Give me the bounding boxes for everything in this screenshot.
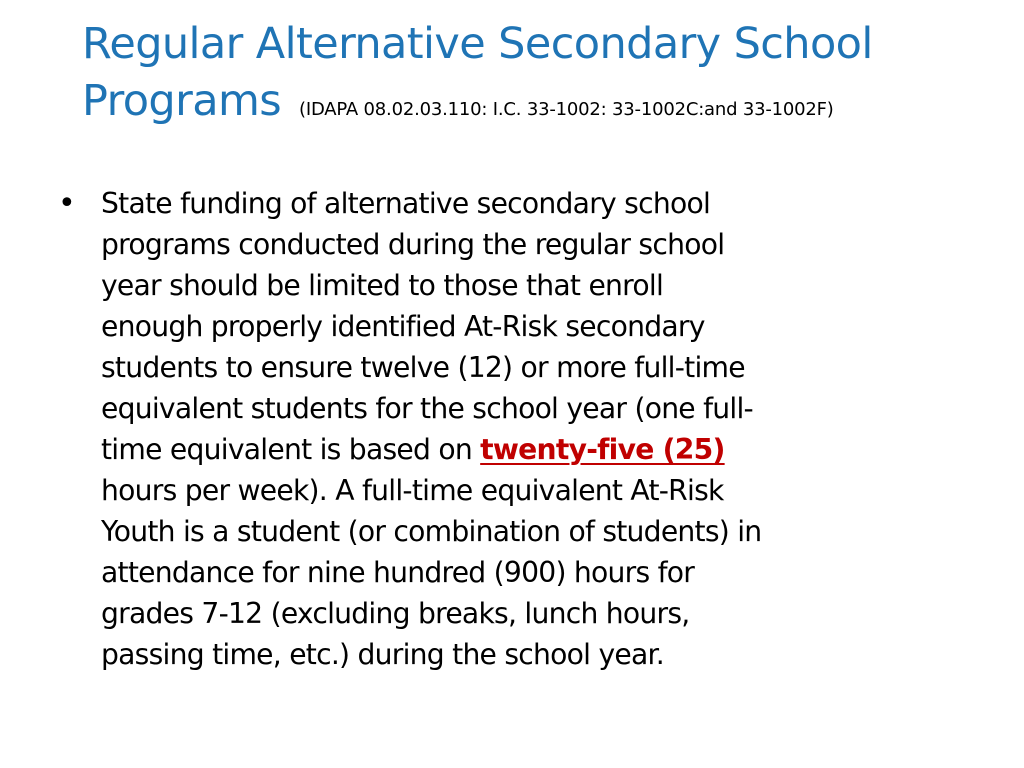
title-line-1: Regular Alternative Secondary School (82, 19, 873, 69)
slide-content (58, 183, 998, 675)
title-line-2 (82, 73, 982, 138)
bullet-text (101, 183, 998, 675)
bullet-line: Youth is a student (or combination of students) in (101, 515, 762, 548)
highlighted-hours-value: twenty-five (25) (480, 433, 725, 466)
bullet-line: State funding of alternative secondary school (101, 187, 711, 220)
slide-title (82, 16, 982, 138)
bullet-line: attendance for nine hundred (900) hours for (101, 556, 695, 589)
bullet-point-icon: • (58, 186, 76, 221)
bullet-line: hours per week). A full-time equivalent At-Risk (101, 474, 724, 507)
title-citation: (IDAPA 08.02.03.110: I.C. 33-1002: 33-1002C:and 33-1002F) (299, 99, 834, 120)
bullet-line-with-highlight (101, 429, 998, 470)
bullet-line: passing time, etc.) during the school year. (101, 638, 664, 671)
bullet-line: grades 7-12 (excluding breaks, lunch hours, (101, 597, 690, 630)
bullet-line: programs conducted during the regular school (101, 228, 725, 261)
bullet-line: enough properly identified At-Risk secondary (101, 310, 705, 343)
title-line-2-text: Programs (82, 76, 282, 126)
bullet-item (58, 183, 998, 675)
bullet-line: equivalent students for the school year (one full- (101, 392, 753, 425)
bullet-line-segment: time equivalent is based on (101, 433, 481, 466)
bullet-line: students to ensure twelve (12) or more full-time (101, 351, 745, 384)
bullet-line: year should be limited to those that enroll (101, 269, 664, 302)
